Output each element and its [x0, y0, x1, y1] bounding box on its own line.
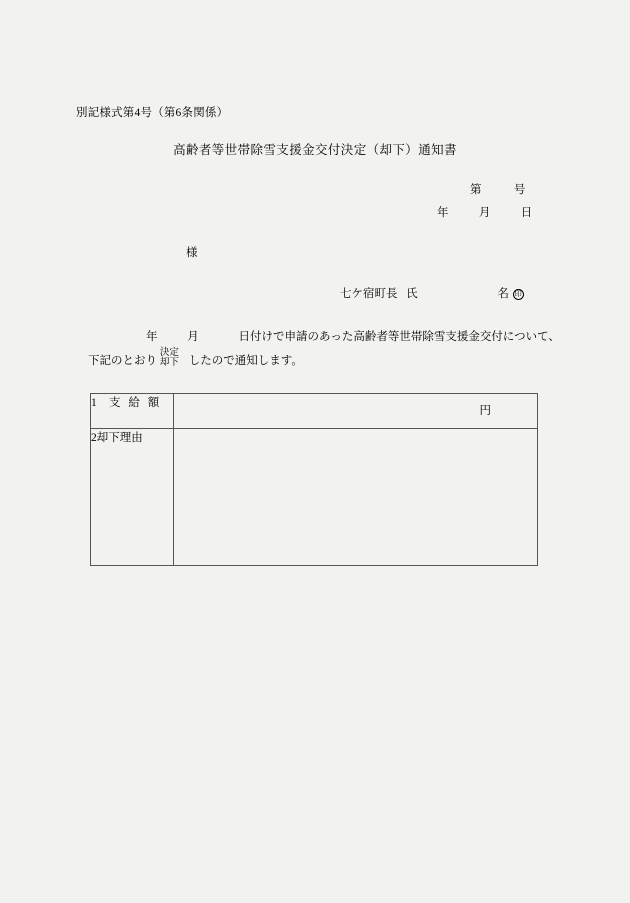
amount-row-number: 1 — [91, 397, 97, 409]
document-date-line — [437, 204, 532, 220]
reason-row-number: 2 — [91, 432, 97, 444]
addressee-line: 様 — [186, 247, 198, 259]
body-line1-rest: 日付けで申請のあった高齢者等世帯除雪支援金交付について、 — [238, 331, 560, 343]
date-day-label: 日 — [520, 207, 533, 219]
issuer-line — [340, 285, 524, 301]
decision-option-reject: 却下 — [159, 358, 179, 369]
issuer-name-label: 氏 — [406, 288, 418, 300]
body-line2-suffix: したので通知します。 — [188, 355, 303, 367]
table-row — [91, 429, 538, 566]
decision-option-approve: 決定 — [159, 348, 179, 359]
body-year-label: 年 — [146, 331, 158, 343]
reason-value-cell[interactable] — [174, 429, 538, 566]
decision-choice-stack — [159, 348, 186, 369]
document-title: 高齢者等世帯除雪支援金交付決定（却下）通知書 — [173, 143, 457, 157]
body-month-label: 月 — [187, 331, 199, 343]
seal-icon: 印 — [514, 290, 522, 298]
date-year-label: 年 — [437, 207, 449, 219]
date-month-label: 月 — [478, 207, 491, 219]
issuer-name-label2: 名 — [497, 288, 509, 300]
form-number: 別記様式第4号（第6条関係） — [76, 107, 229, 119]
document-number-suffix: 号 — [513, 184, 526, 196]
reason-row-label: 却下理由 — [96, 432, 143, 444]
document-number-line — [470, 181, 526, 197]
amount-label-cell — [91, 394, 174, 429]
table-row — [91, 394, 538, 429]
document-number-label: 第 — [470, 184, 482, 196]
body-line-2 — [88, 348, 303, 369]
body-line-1 — [146, 328, 560, 344]
details-table — [90, 393, 538, 566]
body-line2-prefix: 下記のとおり — [88, 355, 157, 367]
issuer-office: 七ケ宿町長 — [340, 288, 398, 300]
reason-label-cell — [91, 429, 174, 566]
amount-value-cell[interactable] — [174, 394, 538, 429]
amount-unit: 円 — [479, 405, 491, 417]
amount-row-label: 支 給 額 — [109, 397, 162, 409]
